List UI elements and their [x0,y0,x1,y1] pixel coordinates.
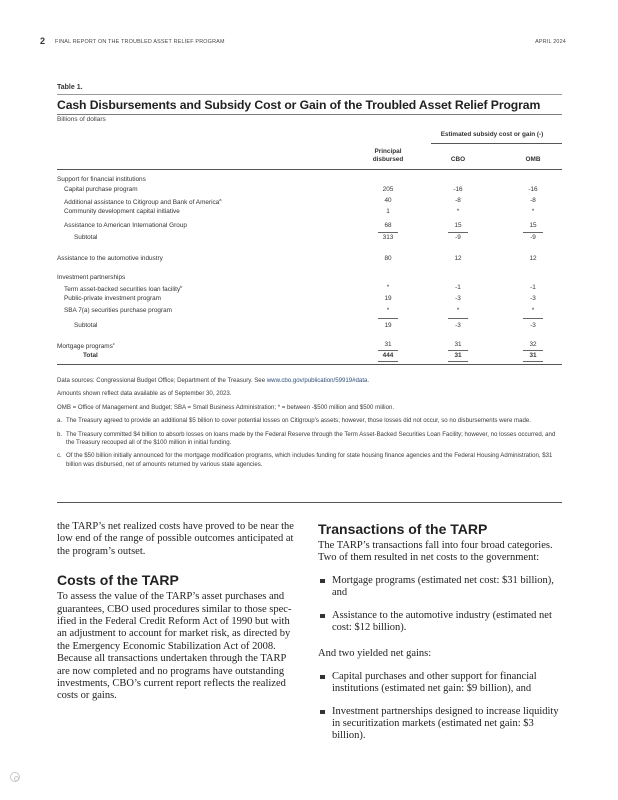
transactions-heading: Transactions of the TARP [318,521,488,537]
principal-cell: 1 [386,208,390,215]
table-row [57,234,562,244]
subtotal-underline [448,232,468,233]
footnote-marker: c [112,341,115,346]
subtotal-underline [378,232,398,233]
cbo-cell: 12 [454,255,462,262]
left-column [57,521,295,713]
principal-header-line2: disbursed [372,156,404,163]
omb-cell: * [531,307,535,314]
footnote-marker: b [180,284,183,289]
row-label: Capital purchase program [64,186,138,193]
bullet-icon [320,675,325,680]
table-row [57,197,562,207]
cbo-cell: -3 [455,295,461,302]
principal-header-line1: Principal [374,148,402,155]
row-label: SBA 7(a) securities purchase program [64,307,172,314]
row-label: Additional assistance to Citigroup and Bank of America$^a$ [64,197,222,207]
row-label: Community development capital initiative [64,208,180,215]
omb-cell: -3 [530,322,536,329]
principal-cell: * [386,284,390,291]
cbo-cell: -8 [455,197,461,204]
footnote-b: b. The Treasury committed $4 billion to absorb losses on loans made by the Federal Reserve through the Term Asset-Backed Securities Loan Facility; however, no losses occurred, and the Treasury recouped all of the $100 million in initial funding. [57,430,556,447]
row-label: Assistance to American International Group [64,222,187,229]
table-title-rule [57,114,562,115]
total-underline [523,350,543,351]
table-row [57,284,562,294]
estimated-header-rule [431,143,562,144]
cbo-cell: 31 [454,352,462,359]
row-label: Subtotal [74,234,98,241]
list-item: Capital purchases and other support for financial institutions (estimated net gain: $9 billion), and [318,671,563,696]
amounts-note: Amounts shown reflect data available as of September 30, 2023. [57,390,232,398]
footnote-marker: a [219,197,222,202]
report-date: APRIL 2024 [535,39,566,45]
principal-cell: 205 [382,186,394,193]
row-label: Mortgage programs$^c$ [57,341,115,351]
data-sources: Data sources: Congressional Budget Office; Department of the Treasury. See www.cbo.gov/publication/59919#data. [57,377,370,384]
table-units: Billions of dollars [57,116,106,123]
estimated-subsidy-header: Estimated subsidy cost or gain (-) [440,131,544,138]
omb-cell: 12 [529,255,537,262]
principal-cell: 19 [384,295,392,302]
table-notes [57,377,562,474]
row-label: Assistance to the automotive industry [57,255,163,262]
total-double-underline [448,361,468,362]
omb-cell: * [531,208,535,215]
omb-column-header: OMB [525,156,541,163]
total-underline [378,350,398,351]
omb-cell: -3 [530,295,536,302]
costs-paragraph: To assess the value of the TARP’s asset purchases and guarantees, CBO used procedures similar to those spec- ified in the Federal Credit Reform Act of 1990 but with an adjustment to account for market risk, as directed by the Emergency Economic Stabilization Act of 2008. Because all transactions undertaken through the TARP are now completed and no programs have outstanding investments, CBO’s current report reflects the realized costs or gains. [57,591,292,702]
total-double-underline [523,361,543,362]
bullet-icon [320,579,325,584]
accessibility-icon [10,772,20,782]
principal-cell: * [386,307,390,314]
principal-cell: 19 [384,322,392,329]
costs-heading: Costs of the TARP [57,572,179,589]
list-item: Mortgage programs (estimated net cost: $31 billion), and [318,575,563,600]
table-row [57,208,562,218]
principal-cell: 40 [384,197,392,204]
table-row [57,307,562,317]
omb-cell: -16 [528,186,538,193]
bullet-icon [320,710,325,715]
table-row [57,295,562,305]
row-label: Public-private investment program [64,295,161,302]
footnote-a: a. The Treasury agreed to provide an additional $5 billion to cover potential losses on Citigroup’s assets; however, those losses did not occur, so no disbursements were made. [57,417,531,425]
cbo-cell: -16 [453,186,463,193]
principal-cell: 80 [384,255,392,262]
cbo-cell: -9 [455,234,461,241]
table-bottom-rule [57,364,562,365]
notes-bottom-rule [57,502,562,503]
omb-cell: -9 [530,234,536,241]
cbo-cell: -1 [455,284,461,291]
report-title: FINAL REPORT ON THE TROUBLED ASSET RELIEF PROGRAM [55,39,225,45]
principal-cell: 313 [382,234,394,241]
row-label: Term asset-backed securities loan facility$^b$ [64,284,183,294]
bullet-icon [320,614,325,619]
table-row-total [57,352,562,362]
cbo-column-header: CBO [450,156,466,163]
table-title: Cash Disbursements and Subsidy Cost or Gain of the Troubled Asset Relief Program [57,98,541,112]
cbo-cell: * [456,307,460,314]
subtotal-underline [523,232,543,233]
row-label: Total [83,352,98,359]
principal-cell: 444 [382,352,394,359]
transactions-intro: The TARP’s transactions fall into four broad categories. Two of them resulted in net costs to the government: [318,540,553,564]
table-row [57,255,562,265]
table-row [57,176,562,186]
subtotal-underline [448,318,468,319]
table-row [57,222,562,232]
principal-cell: 68 [384,222,392,229]
intro-paragraph: the TARP’s net realized costs have proved to be near the low end of the range of possible outcomes anticipated at the program’s outset. [57,521,294,557]
list-item: Assistance to the automotive industry (estimated net cost: $12 billion). [318,610,563,635]
omb-cell: 15 [529,222,537,229]
footnote-c: c. Of the $50 billion initially announced for the mortgage modification programs, which includes funding for state housing finance agencies and the Federal Housing Administration, $31 billion was disbursed, net of amounts returned by various state agencies. [57,452,553,468]
row-label: Investment partnerships [57,274,126,281]
total-double-underline [378,361,398,362]
list-item: Investment partnerships designed to increase liquidity in securitization markets (estimated net gain: $3 billion). [318,706,563,743]
table-row [57,274,562,284]
gains-intro: And two yielded net gains: [318,648,432,660]
row-label: Support for financial institutions [57,176,146,183]
data-link[interactable]: www.cbo.gov/publication/59919#data [266,377,368,384]
omb-cell: -8 [530,197,536,204]
cbo-cell: 31 [454,341,462,348]
omb-cell: -1 [530,284,536,291]
page-header [40,38,578,50]
table-label: Table 1. [57,84,83,91]
table-row [57,322,562,332]
principal-cell: 31 [384,341,392,348]
column-header-rule [57,169,562,170]
table-row [57,186,562,196]
omb-cell: 32 [529,341,537,348]
subtotal-underline [523,318,543,319]
page-number: 2 [40,36,46,46]
total-underline [448,350,468,351]
right-column [318,521,563,753]
cbo-cell: -3 [455,322,461,329]
row-label: Subtotal [74,322,98,329]
subtotal-underline [378,318,398,319]
principal-column-header [368,148,408,164]
table-top-rule [57,94,562,95]
table-row [57,341,562,351]
cbo-cell: * [456,208,460,215]
omb-cell: 31 [529,352,537,359]
cbo-cell: 15 [454,222,462,229]
abbreviations-note: OMB = Office of Management and Budget; SBA = Small Business Administration; * = between -$500 million and $500 million. [57,403,395,411]
